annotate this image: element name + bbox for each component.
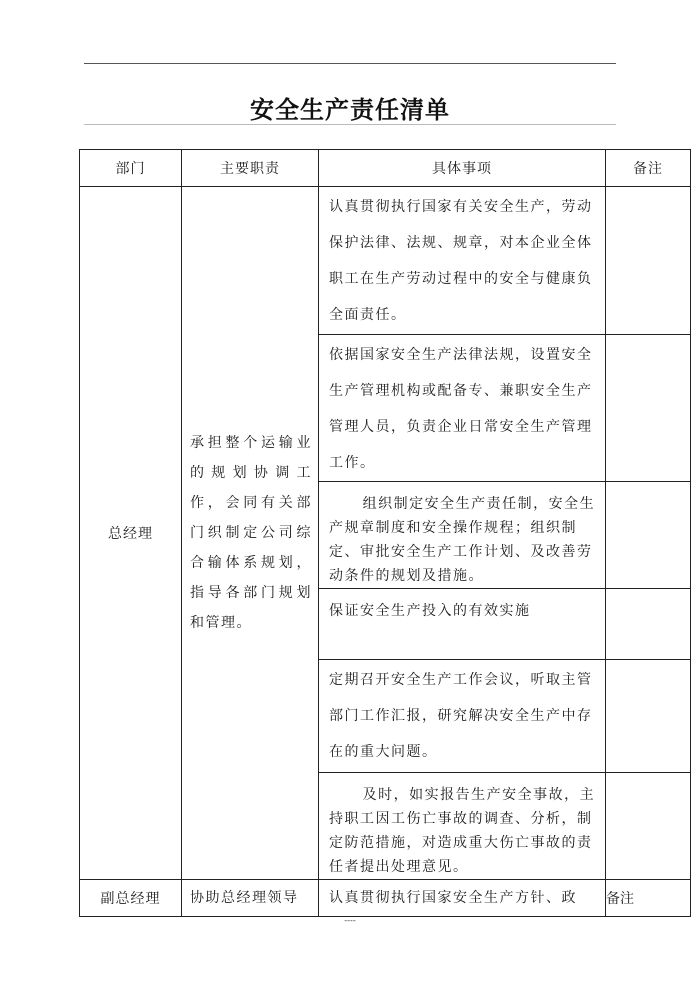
remark-cell [606, 773, 691, 880]
item-cell [319, 660, 606, 773]
page-footer-mark: ---- [344, 916, 356, 925]
item-cell [319, 482, 606, 589]
header-remarks: 备注 [606, 150, 691, 187]
remark-cell [606, 589, 691, 660]
header-specific-items: 具体事项 [319, 150, 606, 187]
main-duty-text: 协助总经理领导 [190, 890, 299, 906]
table-row [80, 880, 691, 917]
table-row [80, 187, 691, 335]
table-header-row [80, 150, 691, 187]
header-rule [84, 63, 616, 64]
item-cell [319, 187, 606, 335]
department-cell [80, 880, 182, 917]
item-cell [319, 773, 606, 880]
header-department: 部门 [80, 150, 182, 187]
remark-cell [606, 335, 691, 482]
remark-cell [606, 187, 691, 335]
page-title: 安全生产责任清单 [250, 96, 450, 124]
item-text: 组织制定安全生产责任制，安全生产规章制度和安全操作规程；组织制定、审批安全生产工作计划、及改善劳动条件的规划及措施。 [329, 496, 596, 584]
item-cell [319, 880, 606, 917]
item-text: 保证安全生产投入的有效实施 [329, 603, 531, 619]
item-text: 认真贯彻执行国家安全生产方针、政 [329, 890, 577, 906]
item-text: 认真贯彻执行国家有关安全生产，劳动保护法律、法规、规章，对本企业全体职工在生产劳动过程中的安全与健康负全面责任。 [329, 199, 593, 323]
department-label: 副总经理 [100, 891, 161, 907]
item-cell [319, 335, 606, 482]
responsibility-table [79, 149, 691, 917]
main-duty-cell [182, 187, 319, 880]
main-duty-cell [182, 880, 319, 917]
remark-cell [606, 660, 691, 773]
item-text: 依据国家安全生产法律法规，设置安全生产管理机构或配备专、兼职安全生产管理人员，负责企业日常安全生产管理工作。 [329, 347, 593, 471]
item-cell [319, 589, 606, 660]
department-label: 总经理 [108, 526, 153, 542]
department-cell [80, 187, 182, 880]
remark-cell [606, 482, 691, 589]
item-text: 及时，如实报告生产安全事故，主持职工因工伤亡事故的调查、分析，制定防范措施，对造成重大伤亡事故的责任者提出处理意见。 [329, 787, 596, 875]
item-text: 定期召开安全生产工作会议，听取主管部门工作汇报，研究解决安全生产中存在的重大问题。 [329, 672, 593, 760]
header-main-duty: 主要职责 [182, 150, 319, 187]
remark-cell: 备注 [606, 880, 691, 917]
title-underline [84, 124, 616, 125]
main-duty-text: 承担整个运输业的规划协调工作，会同有关部门织制定公司综合输体系规划，指导各部门规划和管理。 [190, 435, 312, 631]
